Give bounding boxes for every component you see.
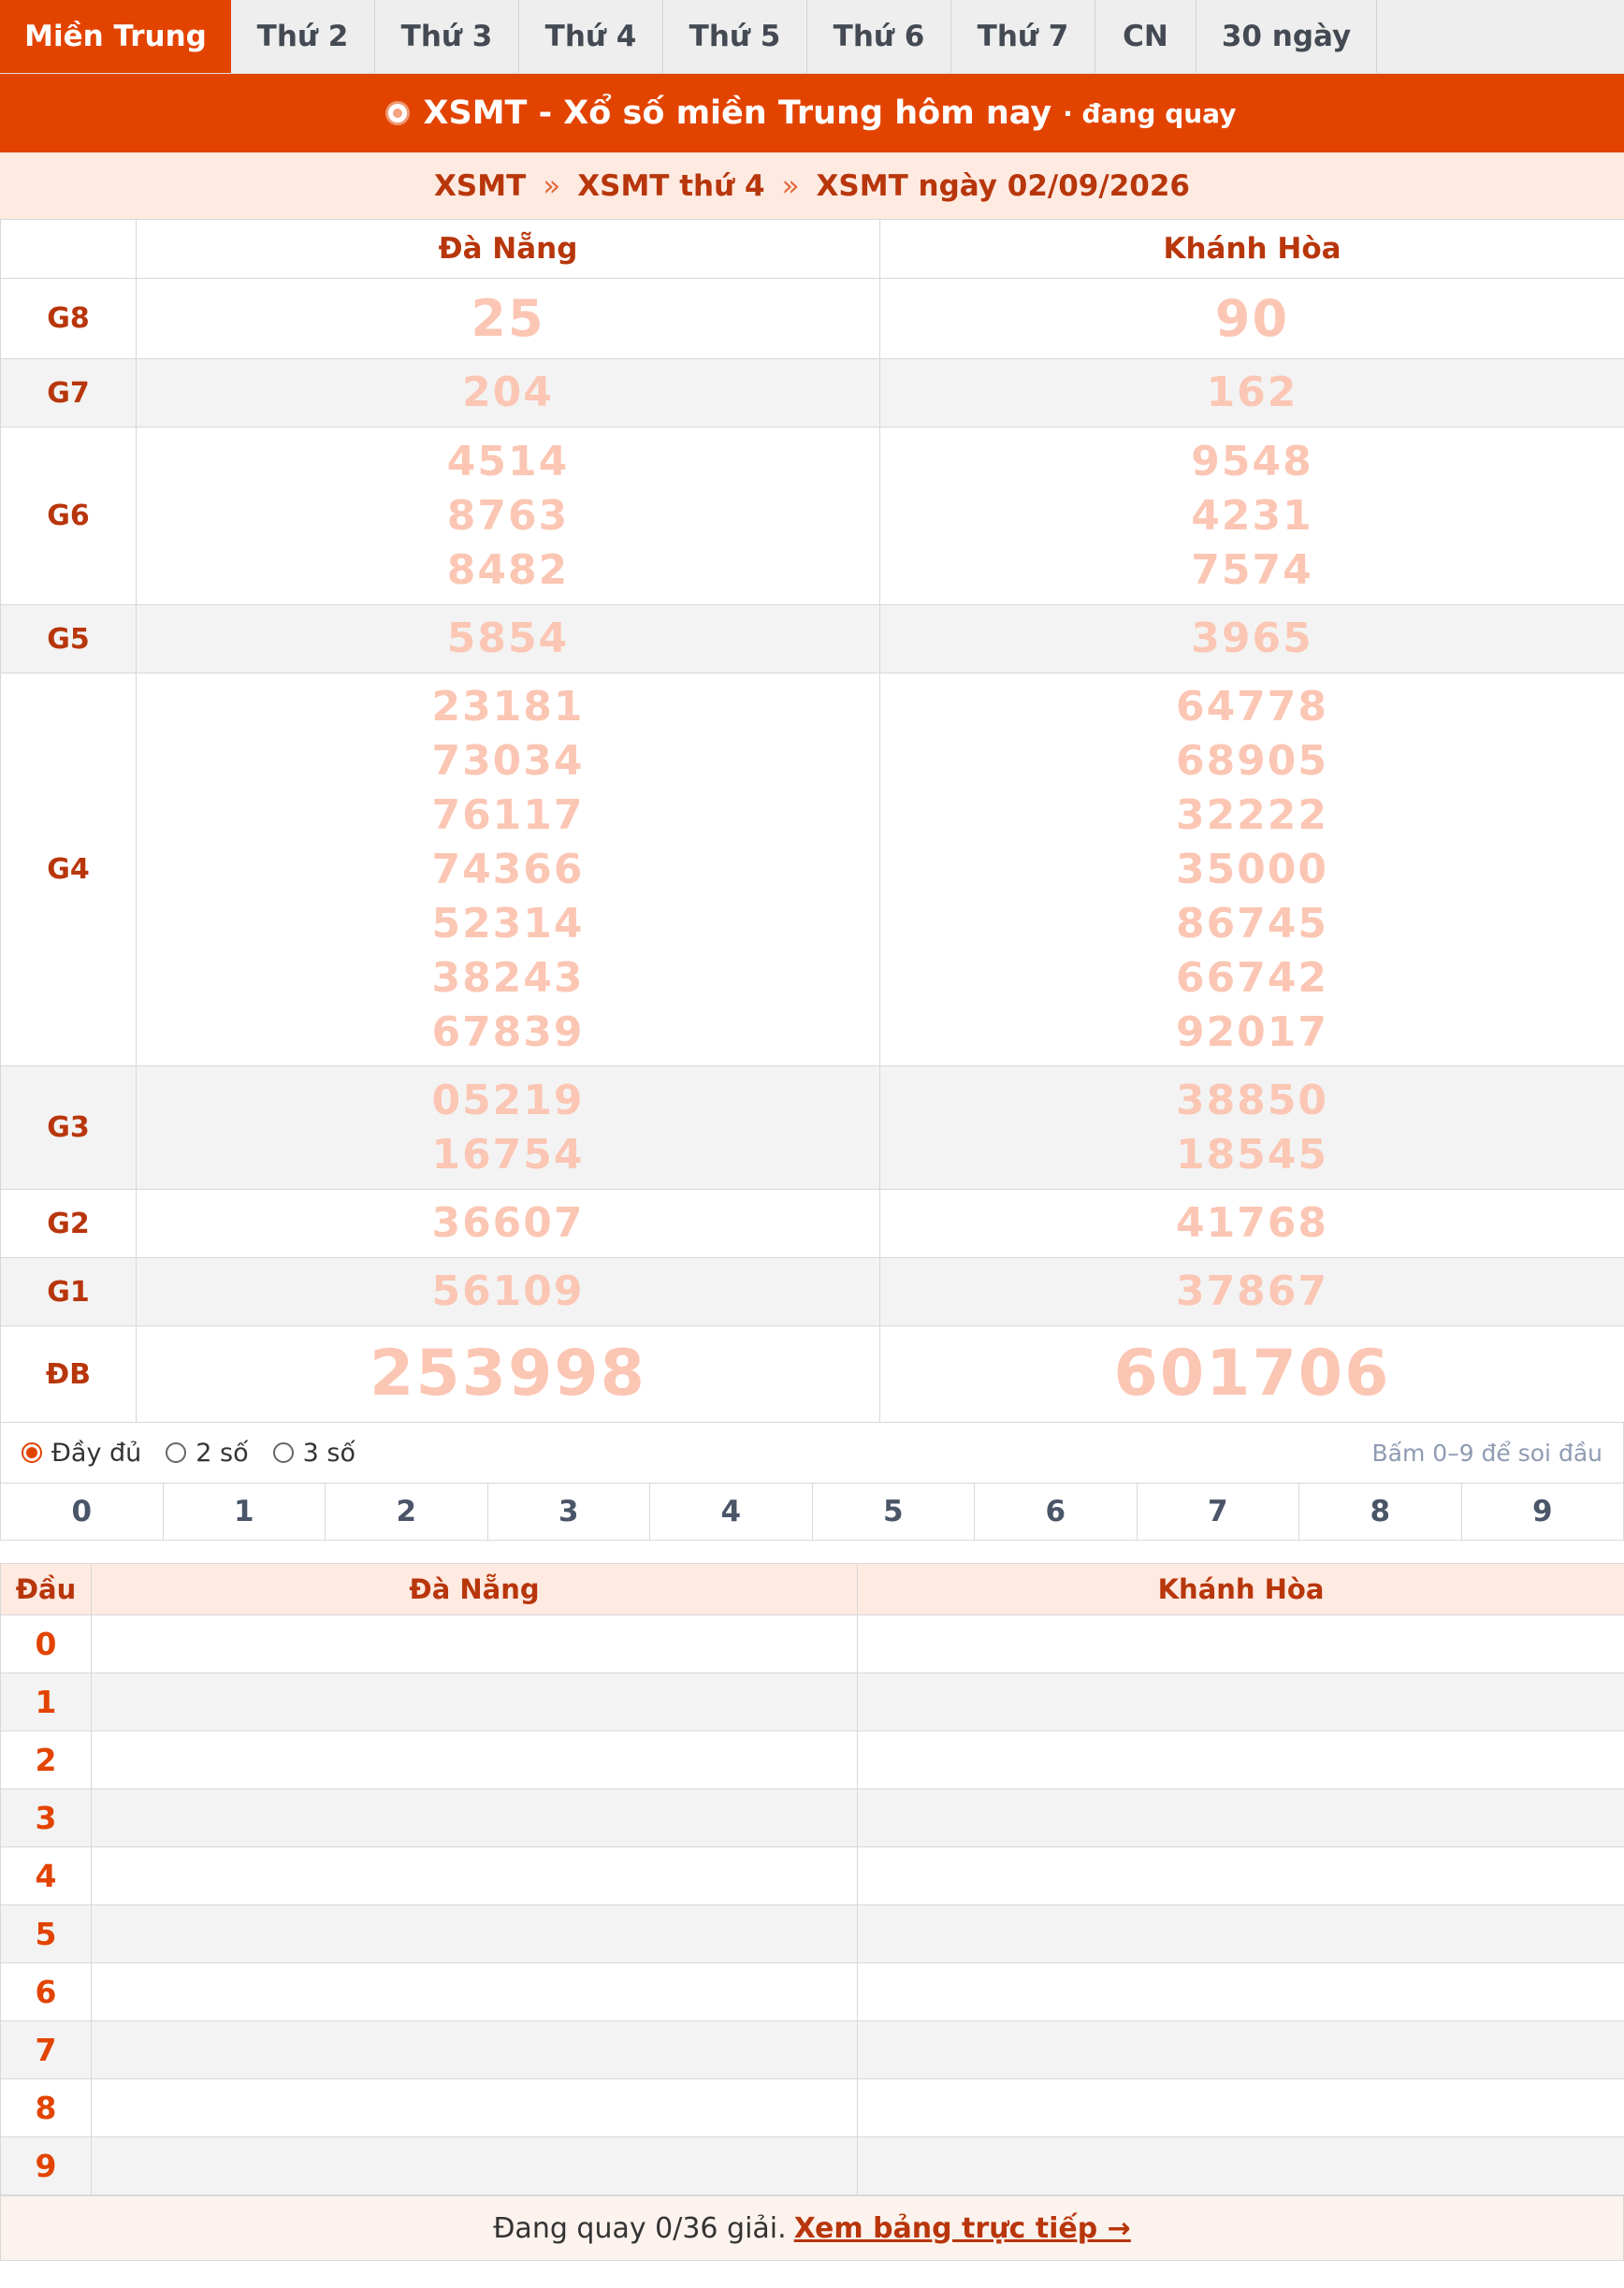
radio-icon [273, 1442, 294, 1463]
prize-number: 9548 [1191, 437, 1313, 485]
prize-row [1, 605, 1624, 673]
tab-thu-4[interactable]: Thứ 4 [519, 0, 663, 73]
prize-cell-da-nang [137, 427, 880, 605]
loto-head-table [0, 1563, 1624, 2195]
tab-mien-trung[interactable]: Miền Trung [0, 0, 231, 73]
prize-cell-khanh-hoa [880, 605, 1624, 673]
prize-number: 18545 [1175, 1130, 1329, 1179]
prize-number: 41768 [1175, 1199, 1329, 1247]
prize-number: 16754 [431, 1130, 585, 1179]
digit-button-5[interactable]: 5 [812, 1484, 975, 1541]
loto-cell-da-nang [92, 2137, 858, 2195]
day-tabs [0, 0, 1624, 74]
progress-text: Đang quay 0/36 giải. [493, 2211, 787, 2245]
loto-row [1, 1905, 1624, 1963]
prize-cell-khanh-hoa [880, 1190, 1624, 1258]
display-controls [0, 1423, 1624, 1483]
head-digit: 2 [1, 1731, 92, 1789]
prize-cell-da-nang [137, 1326, 880, 1423]
digit-button-0[interactable]: 0 [1, 1484, 164, 1541]
prize-number: 7574 [1191, 545, 1313, 594]
digit-button-1[interactable]: 1 [163, 1484, 326, 1541]
loto-cell-da-nang [92, 1615, 858, 1673]
head-digit: 4 [1, 1847, 92, 1905]
mode-2-digit-radio[interactable] [166, 1439, 248, 1468]
loto-row [1, 1731, 1624, 1789]
prize-number: 76117 [431, 790, 585, 839]
head-digit: 9 [1, 2137, 92, 2195]
prize-number: 162 [1206, 369, 1298, 416]
head-digit: 5 [1, 1905, 92, 1963]
prize-row [1, 1258, 1624, 1326]
tab-thu-5[interactable]: Thứ 5 [663, 0, 807, 73]
prize-number: 67839 [431, 1007, 585, 1056]
prize-label: ĐB [1, 1326, 137, 1423]
head-digit: 3 [1, 1789, 92, 1847]
head-digit: 0 [1, 1615, 92, 1673]
digit-button-4[interactable]: 4 [650, 1484, 813, 1541]
breadcrumb [0, 152, 1624, 219]
mode-label: 3 số [302, 1438, 355, 1468]
prize-cell-khanh-hoa [880, 279, 1624, 359]
live-status: · đang quay [1063, 97, 1237, 129]
loto-cell-da-nang [92, 2021, 858, 2079]
prize-cell-da-nang [137, 279, 880, 359]
results-table [0, 219, 1624, 1423]
breadcrumb-current-date[interactable]: XSMT ngày 02/09/2026 [816, 168, 1190, 203]
tab-thu-2[interactable]: Thứ 2 [231, 0, 375, 73]
prize-row [1, 1066, 1624, 1190]
tab-thu-7[interactable]: Thứ 7 [951, 0, 1095, 73]
loto-cell-khanh-hoa [858, 1963, 1624, 2021]
prize-cell-khanh-hoa [880, 427, 1624, 605]
digit-button-8[interactable]: 8 [1299, 1484, 1462, 1541]
prize-number: 86745 [1175, 899, 1329, 948]
prize-label: G6 [1, 427, 137, 605]
mode-label: 2 số [196, 1438, 249, 1468]
province-header-da-nang: Đà Nẵng [137, 220, 880, 279]
prize-number: 73034 [431, 736, 585, 785]
radio-icon [166, 1442, 186, 1463]
loto-header-da-nang: Đà Nẵng [92, 1564, 858, 1615]
prize-number: 253998 [370, 1337, 646, 1411]
live-banner [0, 74, 1624, 152]
digit-button-3[interactable]: 3 [487, 1484, 650, 1541]
prize-label: G7 [1, 359, 137, 427]
loto-cell-khanh-hoa [858, 2079, 1624, 2137]
display-mode-group [22, 1439, 380, 1468]
loto-cell-khanh-hoa [858, 1905, 1624, 1963]
live-table-link[interactable]: Xem bảng trực tiếp → [793, 2211, 1131, 2245]
prize-label: G3 [1, 1066, 137, 1190]
prize-number: 64778 [1175, 682, 1329, 731]
tab-thu-3[interactable]: Thứ 3 [375, 0, 519, 73]
prize-number: 90 [1214, 288, 1290, 348]
prize-row [1, 359, 1624, 427]
prize-number: 92017 [1175, 1007, 1329, 1056]
loto-cell-da-nang [92, 1905, 858, 1963]
loto-row [1, 2079, 1624, 2137]
prize-number: 8482 [446, 545, 570, 594]
head-column-header: Đầu [1, 1564, 92, 1615]
prize-number: 66742 [1175, 953, 1329, 1002]
prize-label: G2 [1, 1190, 137, 1258]
prize-number: 38850 [1175, 1076, 1329, 1124]
prize-label: G5 [1, 605, 137, 673]
prize-cell-khanh-hoa [880, 673, 1624, 1066]
loto-cell-khanh-hoa [858, 1789, 1624, 1847]
prize-number: 5854 [446, 615, 570, 662]
live-footer [0, 2195, 1624, 2261]
prize-number: 25 [471, 288, 545, 348]
prize-cell-da-nang [137, 1066, 880, 1190]
prize-number: 23181 [431, 682, 585, 731]
loto-cell-khanh-hoa [858, 2137, 1624, 2195]
loto-cell-da-nang [92, 1673, 858, 1731]
prize-number: 38243 [431, 953, 585, 1002]
mode-label: Đầy đủ [51, 1438, 142, 1468]
tab-30-ngay[interactable]: 30 ngày [1196, 0, 1377, 73]
loto-cell-da-nang [92, 1847, 858, 1905]
breadcrumb-xsmt[interactable]: XSMT [434, 168, 527, 203]
loto-cell-khanh-hoa [858, 2021, 1624, 2079]
mode-3-digit-radio[interactable] [273, 1439, 355, 1468]
live-indicator-icon [388, 104, 407, 123]
prize-number: 05219 [431, 1076, 585, 1124]
prize-number: 4231 [1191, 491, 1313, 540]
prize-cell-da-nang [137, 673, 880, 1066]
loto-cell-da-nang [92, 1963, 858, 2021]
prize-cell-khanh-hoa [880, 1066, 1624, 1190]
loto-cell-khanh-hoa [858, 1615, 1624, 1673]
loto-row [1, 1615, 1624, 1673]
loto-row [1, 1847, 1624, 1905]
digit-button-9[interactable]: 9 [1461, 1484, 1624, 1541]
prize-label: G1 [1, 1258, 137, 1326]
prize-number: 68905 [1175, 736, 1329, 785]
prize-number: 52314 [431, 899, 585, 948]
prize-number: 36607 [431, 1199, 585, 1247]
loto-cell-khanh-hoa [858, 1847, 1624, 1905]
prize-number: 37867 [1175, 1267, 1329, 1315]
prize-number: 35000 [1175, 845, 1329, 893]
prize-row [1, 1326, 1624, 1423]
prize-cell-khanh-hoa [880, 1258, 1624, 1326]
head-digit: 1 [1, 1673, 92, 1731]
loto-row [1, 1963, 1624, 2021]
prize-label: G4 [1, 673, 137, 1066]
prize-cell-da-nang [137, 359, 880, 427]
radio-selected-icon [22, 1442, 42, 1463]
prize-cell-khanh-hoa [880, 359, 1624, 427]
prize-cell-da-nang [137, 1258, 880, 1326]
head-digit: 8 [1, 2079, 92, 2137]
head-digit: 6 [1, 1963, 92, 2021]
digit-button-7[interactable]: 7 [1137, 1484, 1299, 1541]
province-header-khanh-hoa: Khánh Hòa [880, 220, 1624, 279]
results-body [1, 279, 1624, 1423]
prize-row [1, 427, 1624, 605]
digit-hint: Bấm 0–9 để soi đầu [1371, 1439, 1602, 1467]
loto-row [1, 2137, 1624, 2195]
tab-chu-nhat[interactable]: CN [1095, 0, 1196, 73]
prize-number: 8763 [446, 491, 570, 540]
prize-row [1, 279, 1624, 359]
loto-cell-da-nang [92, 1731, 858, 1789]
tab-thu-6[interactable]: Thứ 6 [807, 0, 951, 73]
prize-row [1, 1190, 1624, 1258]
digit-button-2[interactable]: 2 [326, 1484, 488, 1541]
breadcrumb-separator: » [781, 168, 800, 203]
loto-cell-da-nang [92, 1789, 858, 1847]
prize-number: 56109 [431, 1267, 585, 1315]
digit-selector [0, 1483, 1624, 1541]
mode-full-radio[interactable] [22, 1439, 141, 1468]
prize-cell-khanh-hoa [880, 1326, 1624, 1423]
prize-number: 74366 [431, 845, 585, 893]
loto-row [1, 1673, 1624, 1731]
prize-number: 204 [462, 369, 554, 416]
prize-label: G8 [1, 279, 137, 359]
prize-number: 601706 [1113, 1337, 1391, 1411]
head-digit: 7 [1, 2021, 92, 2079]
digit-button-6[interactable]: 6 [975, 1484, 1138, 1541]
prize-cell-da-nang [137, 605, 880, 673]
breadcrumb-xsmt-thu-4[interactable]: XSMT thứ 4 [577, 168, 765, 203]
loto-header-khanh-hoa: Khánh Hòa [858, 1564, 1624, 1615]
loto-cell-da-nang [92, 2079, 858, 2137]
page-title: XSMT - Xổ số miền Trung hôm nay [423, 94, 1052, 132]
corner-cell [1, 220, 137, 279]
prize-cell-da-nang [137, 1190, 880, 1258]
breadcrumb-separator: » [543, 168, 561, 203]
prize-number: 32222 [1175, 790, 1329, 839]
prize-number: 4514 [446, 437, 570, 485]
loto-row [1, 1789, 1624, 1847]
prize-number: 3965 [1191, 615, 1313, 662]
prize-row [1, 673, 1624, 1066]
loto-cell-khanh-hoa [858, 1673, 1624, 1731]
loto-row [1, 2021, 1624, 2079]
loto-cell-khanh-hoa [858, 1731, 1624, 1789]
